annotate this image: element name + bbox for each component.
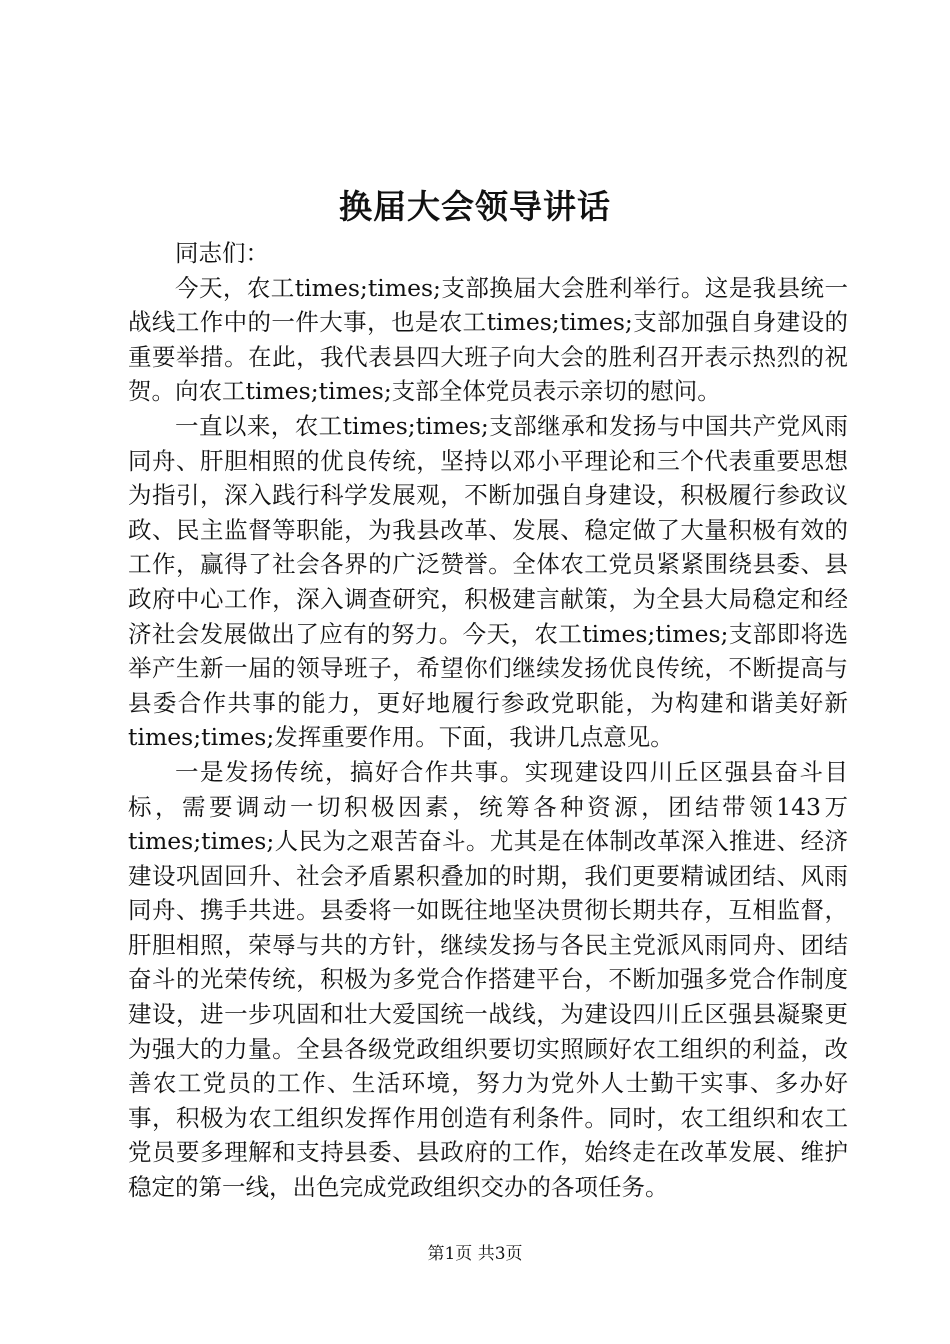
paragraph-review: 一直以来，农工times;times;支部继承和发扬与中国共产党风雨同舟、肝胆相照的优良传统，坚持以邓小平理论和三个代表重要思想为指引，深入践行科学发展观，不断加强自身建设，积极履行参政议政、民主监督等职能，为我县改革、发展、稳定做了大量积极有效的工作，赢得了社会各界的广泛赞誉。全体农工党员紧紧围绕县委、县政府中心工作，深入调查研究，积极建言献策，为全县大局稳定和经济社会发展做出了应有的努力。今天，农工times;times;支部即将选举产生新一届的领导班子，希望你们继续发扬优良传统，不断提高与县委合作共事的能力，更好地履行参政党职能，为构建和谐美好新times;times;发挥重要作用。下面，我讲几点意见。 <box>128 411 848 752</box>
paragraph-opening: 今天，农工times;times;支部换届大会胜利举行。这是我县统一战线工作中的一件大事，也是农工times;times;支部加强自身建设的重要举措。在此，我代表县四大班子向大会的胜利召开表示热烈的祝贺。向农工times;times;支部全体党员表示亲切的慰问。 <box>128 273 848 406</box>
page-number-footer: 第1页 共3页 <box>427 1244 523 1264</box>
salutation: 同志们： <box>175 239 269 267</box>
document-title: 换届大会领导讲话 <box>339 187 611 226</box>
paragraph-point-one: 一是发扬传统，搞好合作共事。实现建设四川丘区强县奋斗目标，需要调动一切积极因素，统筹各种资源，团结带领143万times;times;人民为之艰苦奋斗。尤其是在体制改革深入推进、经济建设巩固回升、社会矛盾累积叠加的时期，我们更要精诚团结、风雨同舟、携手共进。县委将一如既往地坚决贯彻长期共存，互相监督，肝胆相照，荣辱与共的方针，继续发扬与各民主党派风雨同舟、团结奋斗的光荣传统，积极为多党合作搭建平台，不断加强多党合作制度建设，进一步巩固和壮大爱国统一战线，为建设四川丘区强县凝聚更为强大的力量。全县各级党政组织要切实照顾好农工组织的利益，改善农工党员的工作、生活环境，努力为党外人士勤干实事、多办好事，积极为农工组织发挥作用创造有利条件。同时，农工组织和农工党员要多理解和支持县委、县政府的工作，始终走在改革发展、维护稳定的第一线，出色完成党政组织交办的各项任务。 <box>128 757 848 1202</box>
document-body <box>128 236 848 1205</box>
